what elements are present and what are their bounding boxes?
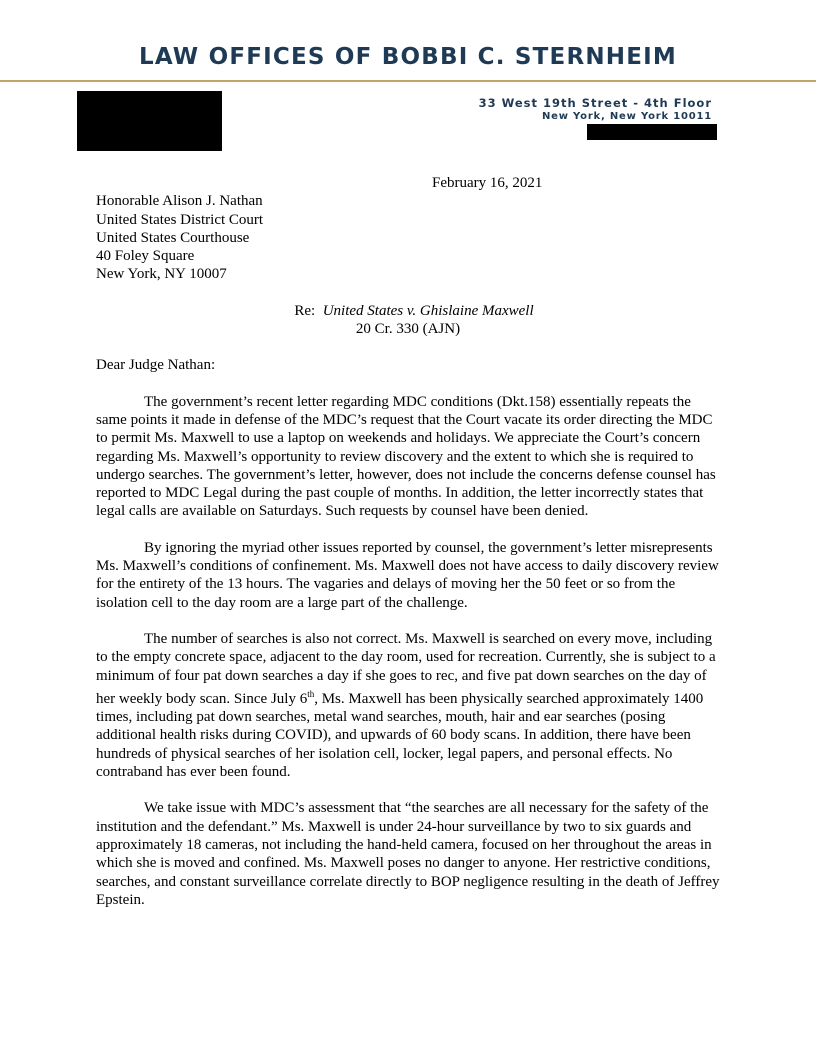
letterhead-divider — [0, 80, 816, 82]
redaction-block — [587, 124, 717, 140]
paragraph-3 — [96, 630, 720, 781]
firm-name: LAW OFFICES OF BOBBI C. STERNHEIM — [138, 44, 678, 70]
firm-address — [479, 96, 712, 122]
salutation: Dear Judge Nathan: — [96, 357, 216, 374]
address-line-2: New York, New York 10011 — [541, 111, 712, 122]
re-label: Re: — [294, 302, 316, 319]
paragraph-2: By ignoring the myriad other issues reported by counsel, the government’s letter misrepresents Ms. Maxwell’s conditions of confinement. Ms. Maxwell does not have access to daily discovery review for the entirety of the 13 hours. The vagaries and delays of moving her the 50 feet or so from the isolation cell to the day room are a large part of the challenge. — [96, 539, 719, 611]
recipient-line: 40 Foley Square — [96, 248, 195, 265]
redaction-block — [77, 91, 222, 151]
recipient-line: United States Courthouse — [96, 229, 250, 246]
paragraph-3-part-b: , Ms. Maxwell has been physically searched approximately 1400 times, including pat down searches, metal wand searches, mouth, hair and ear searches (posing additional health risks during COVID), and upwards of 60 body scans. In addition, there have been hundreds of physical searches of her isolation cell, locker, legal papers, and personal effects. No contraband has ever been found. — [96, 690, 704, 781]
recipient-block — [96, 192, 720, 283]
letter-body — [96, 174, 720, 909]
paragraph-4: We take issue with MDC’s assessment that “the searches are all necessary for the safety of the institution and the defendant.” Ms. Maxwell is under 24-hour surveillance by two to six guards and approximately 18 cameras, not including the hand-held camera, focused on her throughout the areas in which she is moved and confined. Ms. Maxwell poses no danger to anyone. Her restrictive conditions, searches, and constant surveillance correlate directly to BOP negligence resulting in the death of Jeffrey Epstein. — [96, 800, 720, 908]
case-number: 20 Cr. 330 (AJN) — [355, 321, 461, 338]
recipient-line: New York, NY 10007 — [96, 266, 227, 283]
letter-date: February 16, 2021 — [432, 175, 543, 191]
paragraph-3-part-a: The number of searches is also not correct. Ms. Maxwell is searched on every move, including to the empty concrete space, adjacent to the day room, used for recreation. Currently, she is subject to a minimum of four pat down searches a day if she goes to rec, and five pat down searches on the day of her weekly body scan. Since July 6 — [96, 630, 716, 707]
recipient-line: United States District Court — [96, 211, 264, 228]
paragraph-1: The government’s recent letter regarding MDC conditions (Dkt.158) essentially repeats the same points it made in defense of the MDC’s request that the Court vacate its order directing the MDC to permit Ms. Maxwell to use a laptop on weekends and holidays. We appreciate the Court’s concern regarding Ms. Maxwell’s opportunity to review discovery and the extent to which she is required to undergo searches. The government’s letter, however, does not include the concerns defense counsel has reported to MDC Legal during the past couple of months. In addition, the letter incorrectly states that legal calls are available on Saturdays. Such requests by counsel have been denied. — [96, 393, 716, 520]
recipient-line: Honorable Alison J. Nathan — [96, 193, 263, 210]
re-line — [96, 302, 720, 339]
ordinal-suffix: th — [307, 688, 315, 699]
case-caption: United States v. Ghislaine Maxwell — [322, 302, 534, 319]
address-line-1: 33 West 19th Street - 4th Floor — [478, 96, 712, 110]
